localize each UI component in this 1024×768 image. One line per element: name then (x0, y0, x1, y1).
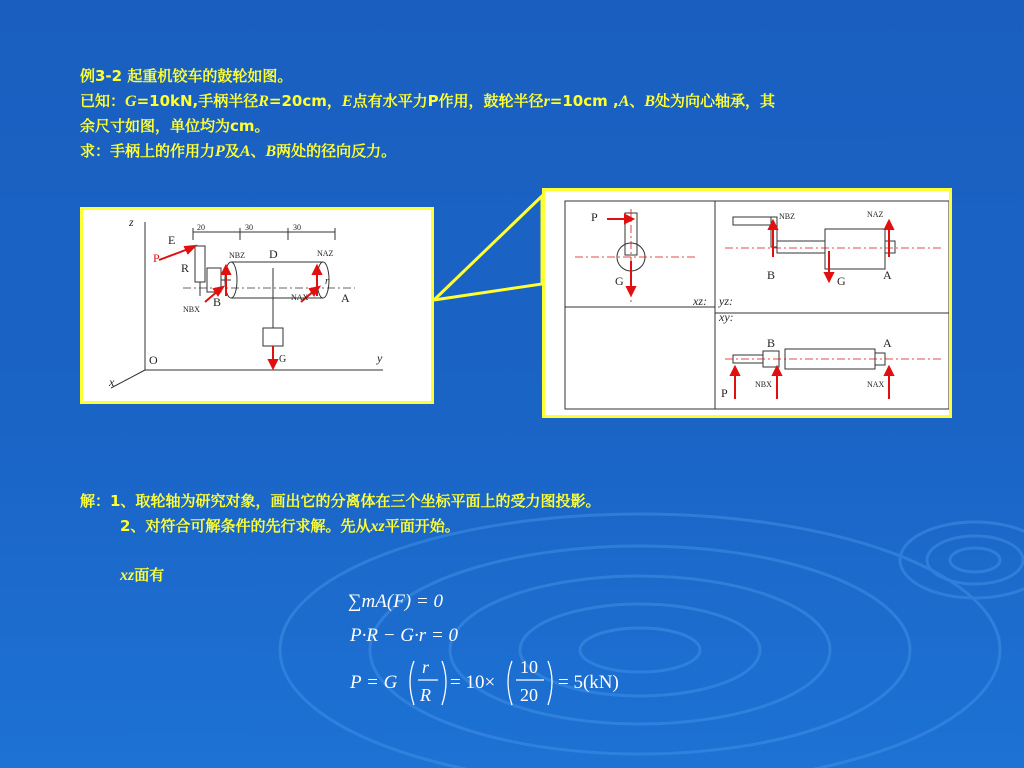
yz-view-label: yz: (719, 294, 733, 308)
nax-label: NAX (291, 293, 309, 302)
equation-result-lhs: P = G (350, 672, 398, 693)
bearing-a-label: A (341, 291, 350, 305)
xy-nax-label: NAX (867, 380, 885, 389)
problem-given-line1 (80, 89, 775, 114)
point-e-label: E (168, 233, 176, 247)
nbz-label: NBZ (229, 251, 245, 260)
xy-nbx-label: NBX (755, 380, 772, 389)
bearing-text: 处为向心轴承，其 (655, 92, 776, 110)
yz-weight-g-label: G (837, 274, 846, 288)
xz-label: xz (120, 567, 135, 584)
xz-suffix: 面有 (134, 566, 165, 584)
yz-bearing-b-label: B (767, 268, 776, 282)
weight-g-label: G (279, 354, 287, 365)
find-and: 及 (224, 142, 240, 160)
g-value: =10kN,手柄半径 (136, 92, 259, 110)
e-text: 点有水平力P作用，鼓轮半径 (352, 92, 544, 110)
symbol-r-drum: r (543, 93, 550, 110)
find-a: A (239, 143, 251, 160)
yz-bearing-a-label: A (883, 268, 892, 282)
symbol-b: B (644, 93, 656, 110)
symbol-g: G (125, 93, 137, 110)
projection-figure-panel (542, 188, 952, 418)
xz-force-p-label: P (591, 210, 598, 224)
bearing-b-label: B (213, 295, 222, 309)
step2-xz: xz (370, 518, 385, 535)
projection-diagrams (545, 191, 949, 415)
nbx-label: NBX (183, 305, 200, 314)
fraction-r-numerator: r (422, 657, 430, 677)
origin-label: O (149, 353, 158, 367)
symbol-a: A (618, 93, 630, 110)
find-p: P (215, 143, 225, 160)
symbol-r-handle: R (258, 93, 269, 110)
problem-find (80, 139, 396, 164)
fraction-20-denominator: 20 (520, 685, 538, 705)
isometric-figure-panel (80, 207, 434, 404)
step2-prefix: 2、对符合可解条件的先行求解。先从 (120, 517, 371, 535)
equation-result-rhs: = 5(kN) (558, 672, 619, 693)
axis-x-label: x (109, 375, 115, 389)
step2-suffix: 平面开始。 (384, 517, 460, 535)
equation-balance: P·R − G·r = 0 (350, 625, 458, 646)
naz-label: NAZ (317, 249, 334, 258)
find-b: B (265, 143, 277, 160)
fraction-r-denominator: R (420, 685, 431, 705)
xy-bearing-b-label: B (767, 336, 776, 350)
problem-title: 例3-2 起重机铰车的鼓轮如图。 (80, 67, 293, 85)
radius-r-label: R (181, 261, 190, 275)
equation-moment-sum: ∑mA(F) = 0 (348, 591, 443, 612)
xy-view-label: xy: (719, 310, 734, 324)
yz-nbz-label: NBZ (779, 212, 795, 221)
fraction-10-numerator: 10 (520, 657, 538, 677)
solution-step1: 解：1、取轮轴为研究对象，画出它的分离体在三个坐标平面上的受力图投影。 (80, 492, 601, 510)
axis-y-label: y (377, 351, 383, 365)
xz-plane-heading (120, 563, 164, 588)
point-d-label: D (269, 247, 278, 261)
axis-z-label: z (129, 215, 134, 229)
dim-30-second: 30 (293, 223, 301, 232)
separator: 、 (629, 92, 645, 110)
dim-20: 20 (197, 223, 205, 232)
isometric-drum-diagram (83, 210, 431, 401)
drum-r-label: r (325, 276, 329, 287)
force-p-label: P (153, 251, 160, 265)
find-sep: 、 (250, 142, 266, 160)
xy-force-p-label: P (721, 386, 728, 400)
equation-result-mid: = 10× (450, 672, 496, 693)
find-suffix: 两处的径向反力。 (276, 142, 397, 160)
r-handle-value: =20cm， (268, 92, 342, 110)
dim-30-first: 30 (245, 223, 253, 232)
xz-weight-g-label: G (615, 274, 624, 288)
solution-step2 (120, 514, 460, 539)
given-prefix: 已知： (80, 92, 126, 110)
callout-connector (430, 190, 550, 310)
yz-naz-label: NAZ (867, 210, 884, 219)
problem-given-line2: 余尺寸如图，单位均为cm。 (80, 117, 270, 135)
find-prefix: 求：手柄上的作用力 (80, 142, 216, 160)
xy-bearing-a-label: A (883, 336, 892, 350)
equations-block (340, 575, 660, 725)
r-drum-value: =10cm , (549, 92, 619, 110)
xz-view-label: xz: (693, 294, 707, 308)
symbol-e: E (341, 93, 353, 110)
